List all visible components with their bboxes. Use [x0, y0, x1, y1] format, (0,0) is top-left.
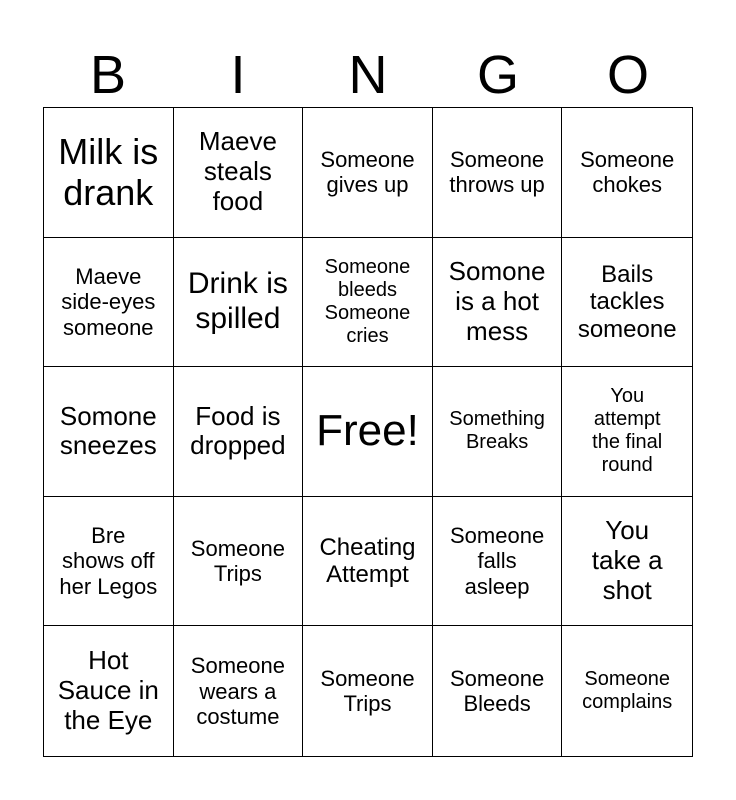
bingo-cell[interactable]: Something Breaks — [433, 367, 563, 497]
header-letter-i: I — [230, 45, 246, 105]
bingo-cell[interactable]: Cheating Attempt — [303, 497, 433, 627]
bingo-cell[interactable]: Somone sneezes — [44, 367, 174, 497]
bingo-board — [43, 107, 693, 757]
bingo-cell[interactable]: Someone chokes — [562, 108, 692, 238]
bingo-cell[interactable]: Drink is spilled — [174, 238, 304, 368]
free-space-cell[interactable]: Free! — [303, 367, 433, 497]
bingo-cell[interactable]: Maeve steals food — [174, 108, 304, 238]
bingo-cell[interactable]: Milk is drank — [44, 108, 174, 238]
bingo-cell[interactable]: Someone Trips — [174, 497, 304, 627]
bingo-cell[interactable]: Hot Sauce in the Eye — [44, 626, 174, 756]
bingo-cell[interactable]: Someone throws up — [433, 108, 563, 238]
bingo-cell[interactable]: Someone Trips — [303, 626, 433, 756]
bingo-cell[interactable]: Maeve side-eyes someone — [44, 238, 174, 368]
bingo-cell[interactable]: Food is dropped — [174, 367, 304, 497]
bingo-cell[interactable]: You attempt the final round — [562, 367, 692, 497]
bingo-cell[interactable]: Somone is a hot mess — [433, 238, 563, 368]
header-letter-n: N — [348, 45, 388, 105]
bingo-cell[interactable]: You take a shot — [562, 497, 692, 627]
bingo-cell[interactable]: Someone complains — [582, 668, 673, 714]
bingo-cell[interactable]: Someone falls asleep — [433, 497, 563, 627]
bingo-cell[interactable]: Someone bleeds Someone cries — [303, 238, 433, 368]
header-letter-g: G — [476, 45, 519, 105]
header-letter-o: O — [606, 45, 649, 105]
header-letter-b: B — [89, 45, 127, 105]
bingo-cell[interactable]: Someone wears a costume — [174, 626, 304, 756]
bingo-header — [43, 44, 693, 106]
bingo-cell[interactable]: Someone gives up — [303, 108, 433, 238]
bingo-cell[interactable]: Someone Bleeds — [433, 626, 563, 756]
bingo-cell[interactable]: Bails tackles someone — [562, 238, 692, 368]
bingo-cell[interactable]: Bre shows off her Legos — [44, 497, 174, 627]
